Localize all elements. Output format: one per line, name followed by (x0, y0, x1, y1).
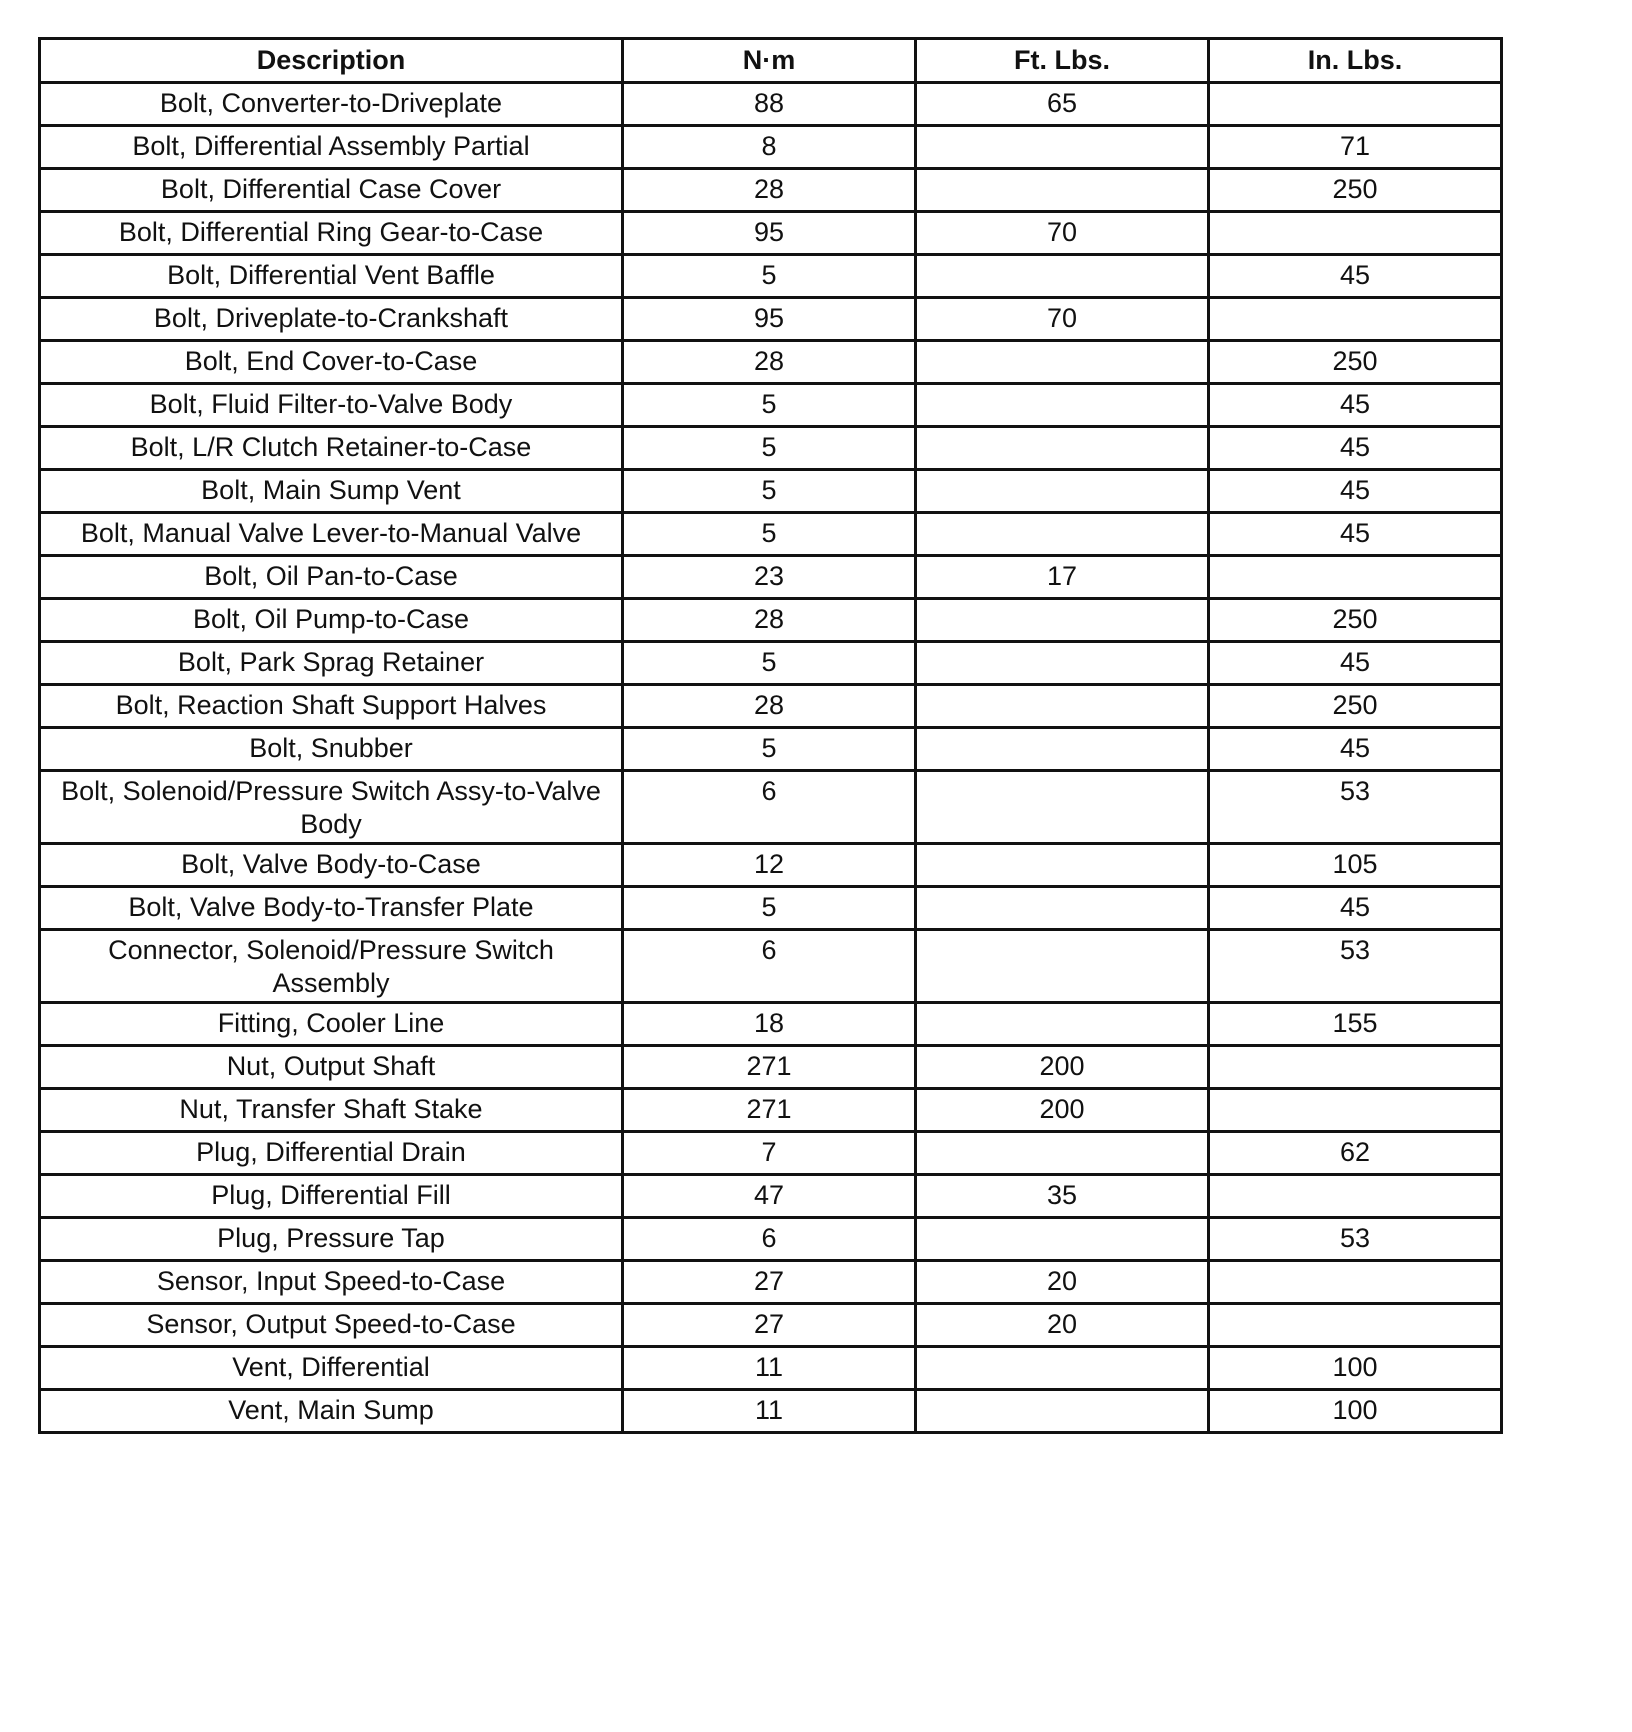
cell-description: Bolt, Snubber (40, 728, 623, 771)
cell-newton-meters: 28 (623, 341, 916, 384)
header-row (40, 39, 1502, 83)
cell-newton-meters: 7 (623, 1132, 916, 1175)
cell-description: Bolt, Differential Case Cover (40, 169, 623, 212)
cell-description: Plug, Differential Fill (40, 1175, 623, 1218)
table-row (40, 1046, 1502, 1089)
table-row (40, 844, 1502, 887)
cell-newton-meters: 8 (623, 126, 916, 169)
table-row (40, 384, 1502, 427)
table-row (40, 126, 1502, 169)
cell-inch-pounds: 53 (1209, 1218, 1502, 1261)
cell-inch-pounds (1209, 298, 1502, 341)
table-row (40, 1175, 1502, 1218)
cell-foot-pounds: 200 (916, 1046, 1209, 1089)
cell-newton-meters: 12 (623, 844, 916, 887)
cell-newton-meters: 5 (623, 887, 916, 930)
table-row (40, 556, 1502, 599)
cell-newton-meters: 11 (623, 1347, 916, 1390)
cell-foot-pounds: 20 (916, 1261, 1209, 1304)
cell-foot-pounds (916, 1132, 1209, 1175)
cell-inch-pounds: 53 (1209, 930, 1502, 1003)
cell-newton-meters: 27 (623, 1261, 916, 1304)
cell-inch-pounds: 53 (1209, 771, 1502, 844)
table-row (40, 427, 1502, 470)
table-row (40, 599, 1502, 642)
header-inch-pounds: In. Lbs. (1209, 39, 1502, 83)
cell-description: Bolt, Oil Pan-to-Case (40, 556, 623, 599)
cell-inch-pounds: 45 (1209, 642, 1502, 685)
cell-foot-pounds: 17 (916, 556, 1209, 599)
cell-newton-meters: 6 (623, 771, 916, 844)
cell-inch-pounds: 45 (1209, 384, 1502, 427)
cell-newton-meters: 6 (623, 930, 916, 1003)
table-row (40, 255, 1502, 298)
cell-foot-pounds (916, 470, 1209, 513)
cell-newton-meters: 11 (623, 1390, 916, 1433)
table-row (40, 1261, 1502, 1304)
cell-description: Bolt, Oil Pump-to-Case (40, 599, 623, 642)
table-row (40, 341, 1502, 384)
cell-newton-meters: 6 (623, 1218, 916, 1261)
cell-inch-pounds (1209, 1046, 1502, 1089)
cell-foot-pounds (916, 255, 1209, 298)
table-row (40, 470, 1502, 513)
table-body (40, 83, 1502, 1433)
table-row (40, 887, 1502, 930)
cell-foot-pounds: 65 (916, 83, 1209, 126)
cell-description: Bolt, Main Sump Vent (40, 470, 623, 513)
cell-inch-pounds (1209, 1175, 1502, 1218)
cell-foot-pounds (916, 1390, 1209, 1433)
torque-specification-table (38, 37, 1503, 1434)
cell-foot-pounds: 200 (916, 1089, 1209, 1132)
table-row (40, 1304, 1502, 1347)
cell-description: Bolt, L/R Clutch Retainer-to-Case (40, 427, 623, 470)
cell-description: Bolt, Converter-to-Driveplate (40, 83, 623, 126)
cell-description: Plug, Pressure Tap (40, 1218, 623, 1261)
cell-newton-meters: 5 (623, 642, 916, 685)
table-row (40, 1132, 1502, 1175)
table-row (40, 1003, 1502, 1046)
cell-description: Sensor, Output Speed-to-Case (40, 1304, 623, 1347)
cell-inch-pounds: 45 (1209, 470, 1502, 513)
cell-inch-pounds: 45 (1209, 728, 1502, 771)
cell-description: Bolt, End Cover-to-Case (40, 341, 623, 384)
cell-inch-pounds: 105 (1209, 844, 1502, 887)
cell-newton-meters: 95 (623, 212, 916, 255)
cell-description: Sensor, Input Speed-to-Case (40, 1261, 623, 1304)
cell-description: Fitting, Cooler Line (40, 1003, 623, 1046)
cell-description: Bolt, Differential Vent Baffle (40, 255, 623, 298)
cell-foot-pounds (916, 1218, 1209, 1261)
cell-foot-pounds (916, 126, 1209, 169)
cell-foot-pounds (916, 685, 1209, 728)
cell-foot-pounds (916, 1347, 1209, 1390)
cell-foot-pounds (916, 642, 1209, 685)
cell-description: Bolt, Differential Assembly Partial (40, 126, 623, 169)
cell-newton-meters: 47 (623, 1175, 916, 1218)
cell-inch-pounds: 45 (1209, 427, 1502, 470)
cell-inch-pounds: 250 (1209, 685, 1502, 728)
cell-newton-meters: 5 (623, 255, 916, 298)
table-row (40, 1347, 1502, 1390)
cell-inch-pounds: 62 (1209, 1132, 1502, 1175)
cell-inch-pounds: 100 (1209, 1347, 1502, 1390)
cell-description: Vent, Main Sump (40, 1390, 623, 1433)
table-row (40, 1390, 1502, 1433)
cell-foot-pounds (916, 887, 1209, 930)
cell-foot-pounds (916, 384, 1209, 427)
table-row (40, 212, 1502, 255)
cell-description: Plug, Differential Drain (40, 1132, 623, 1175)
cell-newton-meters: 27 (623, 1304, 916, 1347)
cell-inch-pounds: 250 (1209, 599, 1502, 642)
cell-foot-pounds (916, 427, 1209, 470)
cell-description: Bolt, Solenoid/Pressure Switch Assy-to-Valve Body (40, 771, 623, 844)
cell-inch-pounds (1209, 83, 1502, 126)
table-row (40, 1089, 1502, 1132)
cell-description: Bolt, Differential Ring Gear-to-Case (40, 212, 623, 255)
cell-inch-pounds: 250 (1209, 169, 1502, 212)
table-row (40, 83, 1502, 126)
cell-inch-pounds (1209, 556, 1502, 599)
cell-newton-meters: 271 (623, 1089, 916, 1132)
cell-inch-pounds: 250 (1209, 341, 1502, 384)
cell-inch-pounds (1209, 1261, 1502, 1304)
cell-foot-pounds (916, 844, 1209, 887)
cell-newton-meters: 5 (623, 427, 916, 470)
table-row (40, 169, 1502, 212)
cell-foot-pounds: 70 (916, 298, 1209, 341)
table-row (40, 771, 1502, 844)
cell-description: Vent, Differential (40, 1347, 623, 1390)
cell-foot-pounds (916, 930, 1209, 1003)
cell-newton-meters: 271 (623, 1046, 916, 1089)
cell-newton-meters: 95 (623, 298, 916, 341)
header-foot-pounds: Ft. Lbs. (916, 39, 1209, 83)
table-row (40, 728, 1502, 771)
cell-description: Bolt, Valve Body-to-Transfer Plate (40, 887, 623, 930)
cell-newton-meters: 5 (623, 470, 916, 513)
table-row (40, 642, 1502, 685)
cell-inch-pounds: 71 (1209, 126, 1502, 169)
cell-foot-pounds: 20 (916, 1304, 1209, 1347)
cell-inch-pounds (1209, 1089, 1502, 1132)
cell-description: Bolt, Valve Body-to-Case (40, 844, 623, 887)
cell-newton-meters: 5 (623, 384, 916, 427)
cell-newton-meters: 88 (623, 83, 916, 126)
cell-description: Bolt, Fluid Filter-to-Valve Body (40, 384, 623, 427)
cell-inch-pounds: 155 (1209, 1003, 1502, 1046)
cell-inch-pounds: 100 (1209, 1390, 1502, 1433)
cell-foot-pounds (916, 771, 1209, 844)
cell-description: Bolt, Manual Valve Lever-to-Manual Valve (40, 513, 623, 556)
table-header (40, 39, 1502, 83)
cell-description: Nut, Output Shaft (40, 1046, 623, 1089)
cell-foot-pounds (916, 1003, 1209, 1046)
cell-description: Bolt, Park Sprag Retainer (40, 642, 623, 685)
cell-foot-pounds (916, 513, 1209, 556)
cell-inch-pounds: 45 (1209, 255, 1502, 298)
table-row (40, 513, 1502, 556)
cell-newton-meters: 5 (623, 513, 916, 556)
table-row (40, 685, 1502, 728)
table-row (40, 930, 1502, 1003)
cell-description: Bolt, Reaction Shaft Support Halves (40, 685, 623, 728)
cell-foot-pounds (916, 728, 1209, 771)
cell-foot-pounds: 35 (916, 1175, 1209, 1218)
cell-newton-meters: 18 (623, 1003, 916, 1046)
cell-foot-pounds: 70 (916, 212, 1209, 255)
cell-inch-pounds: 45 (1209, 513, 1502, 556)
cell-inch-pounds (1209, 1304, 1502, 1347)
cell-newton-meters: 28 (623, 685, 916, 728)
cell-newton-meters: 28 (623, 169, 916, 212)
cell-description: Nut, Transfer Shaft Stake (40, 1089, 623, 1132)
cell-newton-meters: 23 (623, 556, 916, 599)
table-row (40, 298, 1502, 341)
cell-newton-meters: 28 (623, 599, 916, 642)
cell-newton-meters: 5 (623, 728, 916, 771)
cell-description: Connector, Solenoid/Pressure Switch Assembly (40, 930, 623, 1003)
cell-foot-pounds (916, 341, 1209, 384)
cell-inch-pounds (1209, 212, 1502, 255)
cell-foot-pounds (916, 169, 1209, 212)
cell-inch-pounds: 45 (1209, 887, 1502, 930)
header-description: Description (40, 39, 623, 83)
cell-description: Bolt, Driveplate-to-Crankshaft (40, 298, 623, 341)
cell-foot-pounds (916, 599, 1209, 642)
header-newton-meters: N·m (623, 39, 916, 83)
table-row (40, 1218, 1502, 1261)
